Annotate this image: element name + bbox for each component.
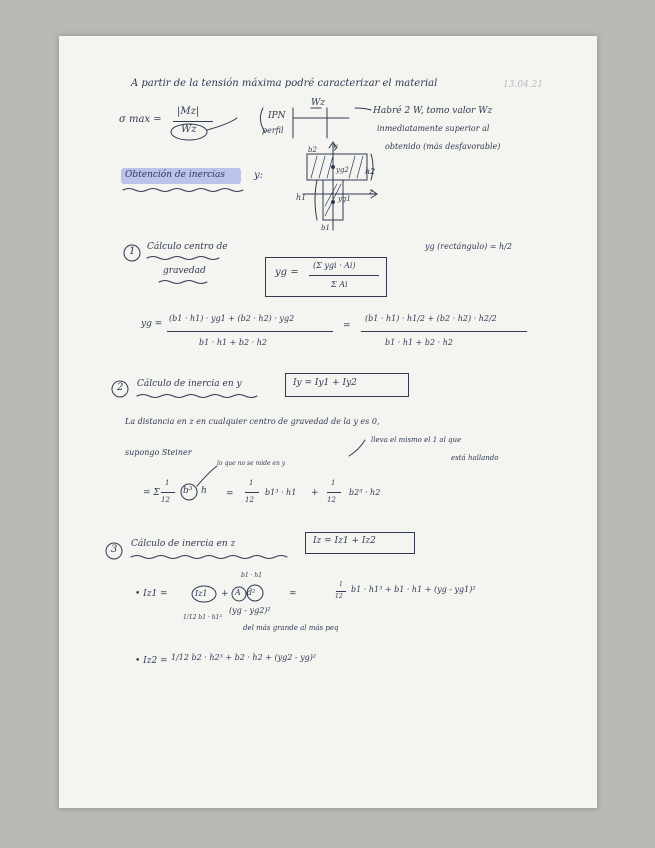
step3-number: 3 (111, 544, 118, 555)
iz1-above: b1 · h1 (241, 572, 263, 579)
step2-formula: Iy = Iy1 + Iy2 (293, 378, 357, 388)
pen-strokes (59, 36, 597, 808)
iz1-sub2: (yg - yg2)² (229, 606, 271, 615)
yg-expand-denominator: b1 · h1 + b2 · h2 (199, 338, 267, 347)
step2-title: Cálculo de inercia en y (137, 379, 242, 389)
iz1-sub1: 1/12 b1 · h1³ (183, 614, 222, 621)
step2-term2: b1³ · h1 (265, 488, 297, 497)
step2-number: 2 (117, 382, 124, 393)
faint-date: 13.04.21 (503, 80, 544, 90)
y-axis-label: y: (254, 170, 264, 181)
step2-eq: = (226, 489, 234, 499)
step2-frac1-num: 1 (165, 479, 170, 487)
iz1-circled-d2: d² (247, 588, 256, 597)
iz1-circled-a: A (235, 588, 241, 597)
habre-line-1: Habré 2 W, tomo valor Wz (373, 106, 493, 116)
t-flange (307, 154, 367, 180)
iz1-lhs: • Iz1 = (135, 589, 168, 599)
step2-frac2-num: 1 (249, 479, 254, 487)
label-yg2: yg2 (336, 166, 349, 174)
step2-b3h: b³ · h (183, 486, 207, 496)
step2-text-1: La distancia en z en cualquier centro de gravedad de la y es 0, (125, 417, 380, 426)
sigma-numerator: |Mz| (177, 106, 200, 117)
step1-circle (124, 245, 140, 261)
yg-box-denominator: Σ Ai (331, 280, 348, 289)
iz1-eq: = (289, 589, 297, 599)
notebook-page (59, 36, 597, 808)
step2-frac3-den: 12 (327, 496, 336, 504)
yg-box-lhs: yg = (275, 267, 299, 278)
label-z: z (369, 187, 374, 196)
step1-title-1: Cálculo centro de (147, 242, 228, 252)
ipn-label: IPN (268, 111, 286, 121)
wz-circle (171, 124, 207, 140)
label-h1: h1 (296, 193, 307, 202)
step2-term3: b2³ · h2 (349, 488, 381, 497)
sigma-denominator: Wz (181, 124, 197, 135)
iz2-rhs: 1/12 b2 · h2³ + b2 · h2 + (yg2 - yg)² (171, 653, 317, 662)
habre-line-3: obtenido (más desfavorable) (385, 142, 501, 151)
iz1-rhs: b1 · h1³ + b1 · h1 + (yg - yg1)² (351, 585, 476, 594)
label-b2: b2 (308, 146, 317, 154)
sigma-lhs: σ max = (119, 114, 162, 125)
step3-formula: Iz = Iz1 + Iz2 (313, 536, 376, 546)
iz1-sub3: del más grande al más peq (243, 624, 339, 632)
label-h2: h2 (365, 167, 376, 176)
step2-note-1: lleva el mismo el 1 al que (371, 436, 462, 444)
iz2-lhs: • Iz2 = (135, 656, 168, 666)
yg-expand-numerator: (b1 · h1) · yg1 + (b2 · h2) · yg2 (169, 314, 295, 323)
step2-note-2: está hallando (451, 454, 499, 462)
label-y: y (333, 142, 338, 151)
step2-sum: = Σ (143, 488, 160, 498)
step1-title-2: gravedad (163, 266, 206, 276)
label-b1: b1 (321, 224, 330, 232)
step2-text-2: supongo Steiner (125, 448, 192, 457)
habre-line-2: inmediatamente superior al (377, 124, 490, 133)
step3-title: Cálculo de inercia en z (131, 539, 236, 549)
iz1-frac-num: 1 (339, 581, 343, 588)
yg-expand-equals: = (343, 321, 351, 331)
inercias-label: Obtención de inercias (125, 170, 226, 180)
step2-frac3-num: 1 (331, 479, 336, 487)
step3-circle (106, 543, 122, 559)
wz-arrow (207, 118, 237, 130)
intro-line: A partir de la tensión máxima podré caracterizar el material (131, 78, 438, 89)
label-yg1: yg1 (338, 195, 351, 203)
inercias-underline (123, 189, 243, 192)
yg-expand-numerator-2: (b1 · h1) · h1/2 + (b2 · h2) · h2/2 (365, 314, 497, 323)
step2-plus: + (311, 488, 319, 498)
yg-rectangle-note: yg (rectángulo) = h/2 (425, 242, 512, 251)
wz-label: Wz (311, 98, 325, 108)
iz1-plus: + (221, 589, 229, 599)
step2-frac2-den: 12 (245, 496, 254, 504)
iz1-circled-iz1: Iz1 (195, 589, 208, 598)
perfil-label: perfil (262, 126, 284, 135)
yg-box-numerator: (Σ ygi · Ai) (313, 261, 356, 270)
step1-number: 1 (129, 246, 136, 257)
step2-circle (112, 381, 128, 397)
step2-note-3: lo que no se mide en y (217, 460, 286, 467)
step2-frac1-den: 12 (161, 496, 170, 504)
yg-expand-denominator-2: b1 · h1 + b2 · h2 (385, 338, 453, 347)
iz1-frac-den: 12 (335, 593, 343, 600)
yg-expand-lhs: yg = (141, 319, 163, 329)
